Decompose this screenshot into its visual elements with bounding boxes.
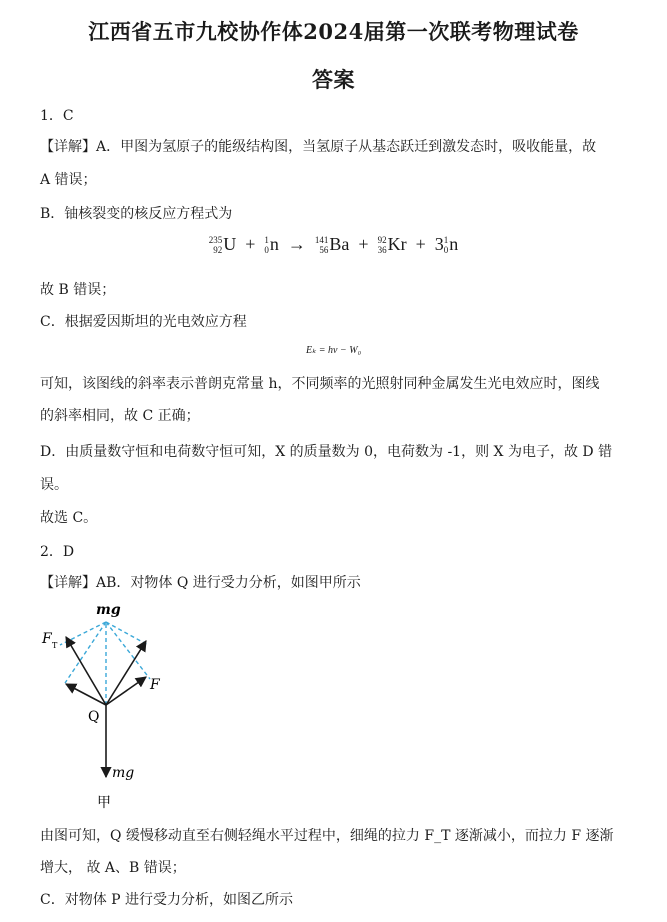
top-mg-label: mg bbox=[96, 602, 121, 618]
kr-numbers: 92 36 bbox=[377, 234, 387, 255]
page-subtitle: 答案 bbox=[312, 67, 355, 92]
f-label: F bbox=[150, 677, 160, 693]
parallelogram-dashes bbox=[60, 622, 150, 705]
q2-number: 2．D bbox=[40, 544, 75, 560]
q1-detail-a: 【详解】A．甲图为氢原子的能级结构图，当氢原子从基态跃迁到激发态时，吸收能量，故 bbox=[40, 139, 597, 155]
photoelectric-equation: Eₖ = hν − W₀ bbox=[305, 345, 362, 356]
q-point-label: Q bbox=[88, 709, 100, 725]
bottom-mg-label: mg bbox=[112, 765, 135, 781]
q1-number: 1．C bbox=[40, 108, 74, 124]
ft-subscript: T bbox=[52, 641, 58, 650]
reaction-arrow: → bbox=[287, 234, 306, 254]
q1-c-intro: C．根据爱因斯坦的光电效应方程 bbox=[40, 314, 247, 330]
q1-b-intro: B．铀核裂变的核反应方程式为 bbox=[40, 206, 233, 222]
q1-c-text1: 可知，该图线的斜率表示普朗克常量 h，不同频率的光照射同种金属发生光电效应时，图线 bbox=[40, 376, 600, 392]
ft-label: F bbox=[42, 631, 52, 647]
q1-c-text2: 的斜率相同，故 C 正确； bbox=[40, 408, 200, 424]
q1-answer: 故选 C。 bbox=[40, 510, 98, 526]
figure-caption: 甲 bbox=[97, 795, 111, 810]
q2-detail-ab: 【详解】AB．对物体 Q 进行受力分析，如图甲所示 bbox=[40, 575, 361, 591]
q1-d-text1: D．由质量数守恒和电荷数守恒可知，X 的质量数为 0，电荷数为 -1，则 X 为电子，故 D 错 bbox=[40, 444, 613, 460]
q1-d-text2: 误。 bbox=[40, 477, 68, 493]
q2-conclusion2: 增大， 故 A、B 错误； bbox=[40, 860, 186, 876]
q1-detail-a2: A 错误； bbox=[40, 172, 97, 188]
page-title: 江西省五市九校协作体2024届第一次联考物理试卷 bbox=[88, 19, 579, 44]
n-numbers: 1 0 bbox=[264, 234, 269, 255]
q2-conclusion1: 由图可知，Q 缓慢移动直至右侧轻绳水平过程中，细绳的拉力 F_T 逐渐减小，而拉力 F 逐渐 bbox=[40, 828, 614, 844]
n2-numbers: 1 0 bbox=[443, 234, 449, 255]
u-numbers: 235 92 bbox=[208, 234, 223, 255]
q1-b-conclusion: 故 B 错误； bbox=[40, 282, 116, 298]
f-shifted-arrow bbox=[106, 641, 146, 705]
q2-c-text: C．对物体 P 进行受力分析，如图乙所示 bbox=[40, 892, 294, 908]
force-f-arrow bbox=[106, 677, 146, 705]
force-diagram-figure bbox=[30, 595, 200, 810]
ba-numbers: 141 56 bbox=[314, 234, 329, 255]
fission-equation: 235 92 U + 1 0 n → 141 56 Ba + 92 36 Kr + 3 1 0 n bbox=[208, 234, 459, 255]
